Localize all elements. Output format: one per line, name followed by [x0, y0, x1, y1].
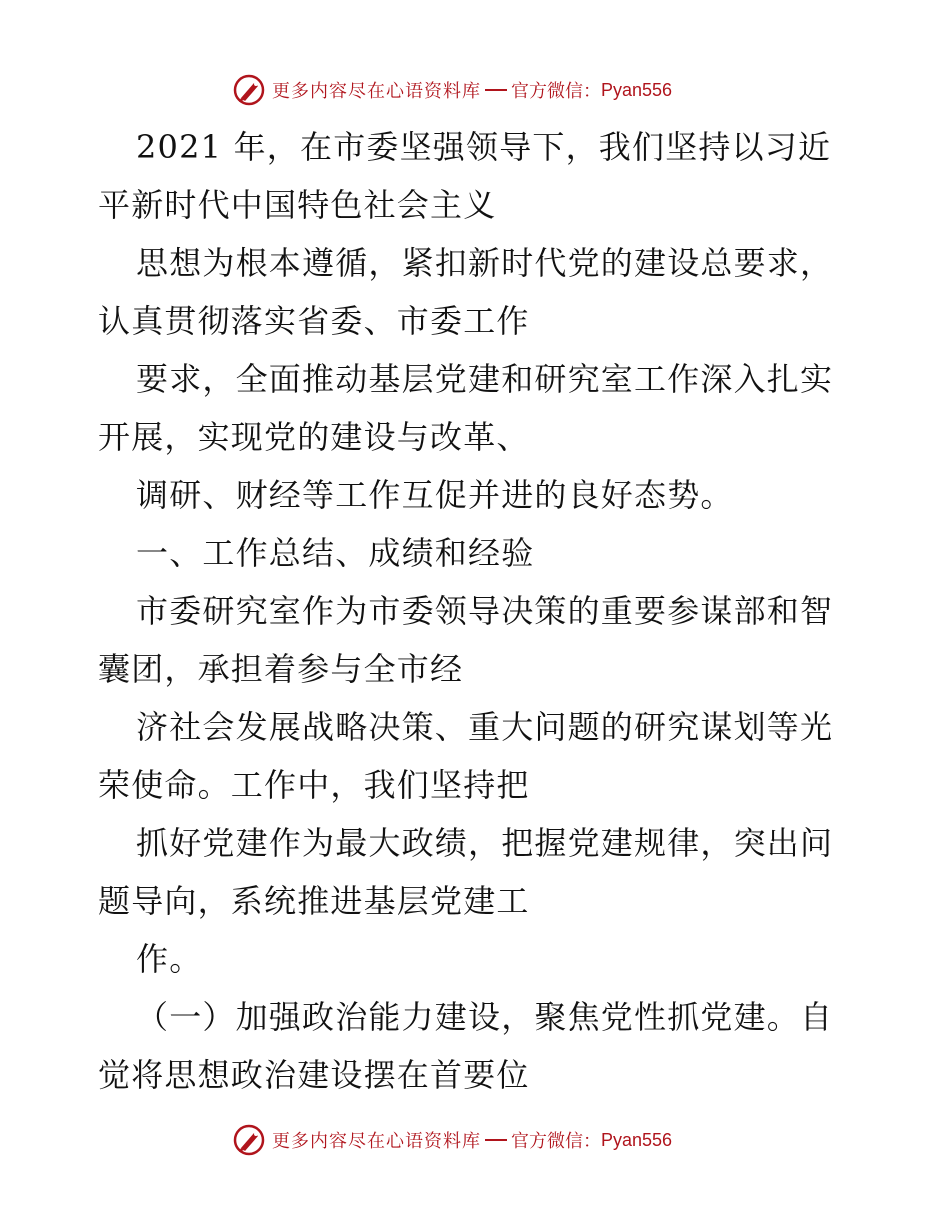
footer-account-id: Pyan556	[601, 1129, 673, 1150]
text-line: 作。	[136, 940, 203, 978]
text-line: 觉将思想政治建设摆在首要位	[98, 1056, 530, 1094]
document-body	[98, 118, 858, 1104]
text-line: 2021 年，在市委坚强领导下，我们坚持以习近	[136, 128, 832, 166]
text-line: 平新时代中国特色社会主义	[98, 186, 497, 224]
footer-banner	[232, 1120, 672, 1160]
header-brand-text: 更多内容尽在心语资料库	[272, 81, 481, 102]
text-line: 荣使命。工作中，我们坚持把	[98, 766, 530, 804]
text-line: 济社会发展战略决策、重大问题的研究谋划等光	[136, 708, 834, 746]
pen-logo-icon	[232, 1123, 266, 1157]
header-dash	[485, 89, 507, 91]
subsection-heading: （一）加强政治能力建设，聚焦党性抓党建。自	[136, 998, 834, 1036]
header-banner	[232, 70, 672, 110]
text-line: 思想为根本遵循，紧扣新时代党的建设总要求，	[136, 244, 834, 282]
header-account-id: Pyan556	[601, 79, 673, 100]
footer-account-label: 官方微信：	[511, 1131, 601, 1152]
text-line: 调研、财经等工作互促并进的良好态势。	[136, 476, 734, 514]
footer-dash	[485, 1139, 507, 1141]
text-line: 抓好党建作为最大政绩，把握党建规律，突出问	[136, 824, 834, 862]
text-line: 市委研究室作为市委领导决策的重要参谋部和智	[136, 592, 834, 630]
text-line: 囊团，承担着参与全市经	[98, 650, 464, 688]
text-line: 认真贯彻落实省委、市委工作	[98, 302, 530, 340]
footer-brand-text: 更多内容尽在心语资料库	[272, 1131, 481, 1152]
section-heading: 一、工作总结、成绩和经验	[136, 534, 535, 572]
pen-logo-icon	[232, 73, 266, 107]
text-line: 题导向，系统推进基层党建工	[98, 882, 530, 920]
text-line: 开展，实现党的建设与改革、	[98, 418, 530, 456]
text-line: 要求，全面推动基层党建和研究室工作深入扎实	[136, 360, 834, 398]
header-account-label: 官方微信：	[511, 81, 601, 102]
